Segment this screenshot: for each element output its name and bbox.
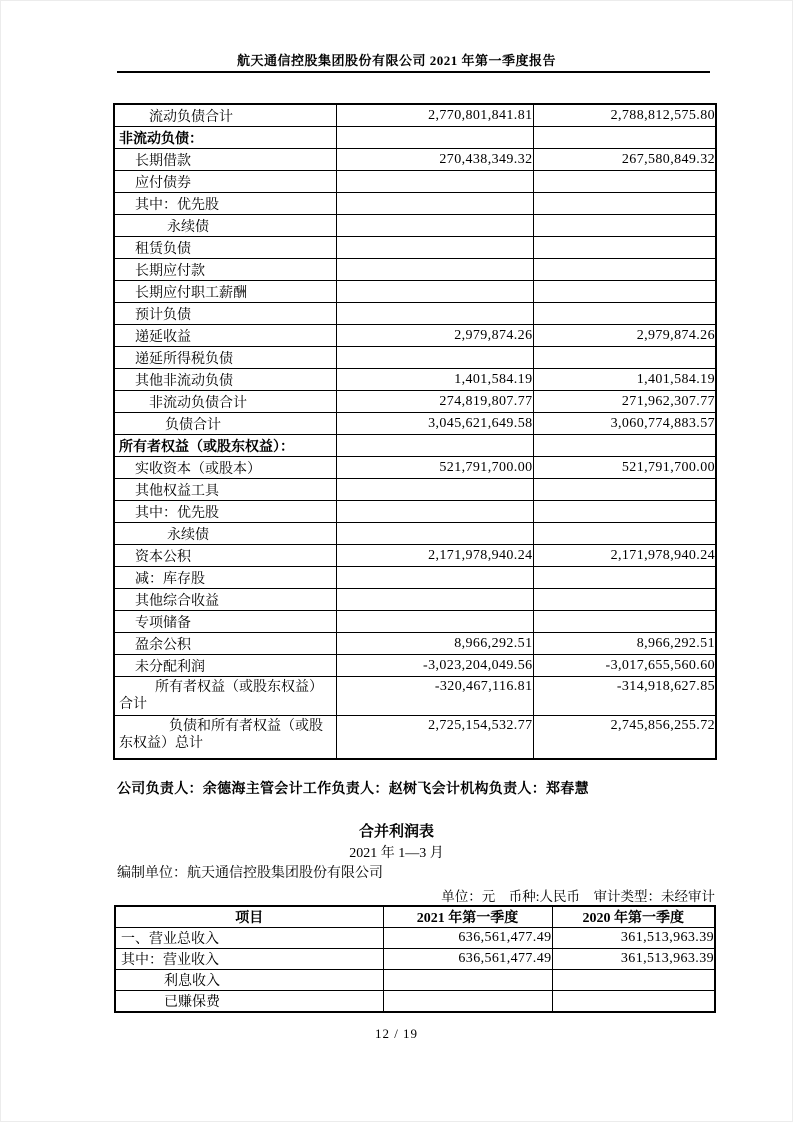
row-label: 一、营业总收入 (115, 928, 383, 949)
value-2021: 1,401,584.19 (336, 369, 533, 391)
row-label: 其他非流动负债 (114, 369, 336, 391)
value-2021: 8,966,292.51 (336, 633, 533, 655)
table-row (114, 479, 716, 501)
income-statement-period: 2021 年 1—3 月 (349, 846, 444, 861)
value-2021 (336, 215, 533, 237)
value-2020 (533, 501, 716, 523)
table-row (114, 677, 716, 716)
value-2020: 1,401,584.19 (533, 369, 716, 391)
value-2021: 2,725,154,532.77 (336, 716, 533, 760)
header-rule (117, 71, 710, 73)
row-label: 长期应付款 (114, 259, 336, 281)
value-2020: -314,918,627.85 (533, 677, 716, 716)
value-2020 (533, 171, 716, 193)
column-header-2020-q1: 2020 年第一季度 (552, 906, 715, 928)
row-label: 未分配利润 (114, 655, 336, 677)
report-header-title: 航天通信控股集团股份有限公司 2021 年第一季度报告 (236, 53, 556, 68)
table-row (115, 949, 715, 970)
row-label: 永续债 (114, 523, 336, 545)
table-row (115, 991, 715, 1013)
table-row (114, 457, 716, 479)
row-label: 所有者权益（或股东权益）合计 (114, 677, 336, 716)
row-label: 其他权益工具 (114, 479, 336, 501)
row-label: 预计负债 (114, 303, 336, 325)
table-row (114, 303, 716, 325)
value-2020 (533, 567, 716, 589)
value-2020: 2,745,856,255.72 (533, 716, 716, 760)
table-row (114, 501, 716, 523)
row-label: 利息收入 (115, 970, 383, 991)
row-label: 实收资本（或股本） (114, 457, 336, 479)
table-row (114, 716, 716, 760)
table-row (114, 149, 716, 171)
value-2021 (383, 970, 552, 991)
value-2021: 3,045,621,649.58 (336, 413, 533, 435)
value-2021 (336, 435, 533, 457)
column-header-2021-q1: 2021 年第一季度 (383, 906, 552, 928)
value-2021 (336, 347, 533, 369)
table-row (114, 589, 716, 611)
row-label: 资本公积 (114, 545, 336, 567)
value-2021 (336, 567, 533, 589)
value-2021 (336, 479, 533, 501)
value-2020: 361,513,963.39 (552, 928, 715, 949)
value-2020 (533, 215, 716, 237)
value-2021 (336, 193, 533, 215)
table-row (114, 523, 716, 545)
value-2021: -320,467,116.81 (336, 677, 533, 716)
value-2021 (336, 303, 533, 325)
signatories-line: 公司负责人：余德海主管会计工作负责人：赵树飞会计机构负责人：郑春慧 (117, 782, 589, 797)
value-2020 (533, 611, 716, 633)
table-row (114, 347, 716, 369)
row-label: 非流动负债： (114, 127, 336, 149)
value-2020 (533, 127, 716, 149)
row-label: 流动负债合计 (114, 104, 336, 127)
value-2020 (533, 259, 716, 281)
row-label: 递延所得税负债 (114, 347, 336, 369)
value-2021: 274,819,807.77 (336, 391, 533, 413)
value-2021: 2,171,978,940.24 (336, 545, 533, 567)
row-label: 专项储备 (114, 611, 336, 633)
table-row (114, 325, 716, 347)
value-2020: 267,580,849.32 (533, 149, 716, 171)
table-row (114, 413, 716, 435)
value-2021 (336, 281, 533, 303)
row-label: 长期借款 (114, 149, 336, 171)
value-2021: 270,438,349.32 (336, 149, 533, 171)
table-row (114, 369, 716, 391)
value-2020: -3,017,655,560.60 (533, 655, 716, 677)
value-2020 (533, 281, 716, 303)
value-2020: 2,979,874.26 (533, 325, 716, 347)
unit-currency-audit-line: 单位：元 币种:人民币 审计类型：未经审计 (441, 889, 715, 904)
value-2021 (336, 589, 533, 611)
value-2021: 636,561,477.49 (383, 949, 552, 970)
table-row (114, 435, 716, 457)
value-2020: 271,962,307.77 (533, 391, 716, 413)
table-row (115, 970, 715, 991)
row-label: 永续债 (114, 215, 336, 237)
table-row (114, 237, 716, 259)
table-row (114, 545, 716, 567)
row-label: 已赚保费 (115, 991, 383, 1013)
value-2021: 521,791,700.00 (336, 457, 533, 479)
row-label: 所有者权益（或股东权益）： (114, 435, 336, 457)
table-row (114, 193, 716, 215)
value-2021 (336, 501, 533, 523)
value-2020: 2,171,978,940.24 (533, 545, 716, 567)
row-label: 其中：优先股 (114, 193, 336, 215)
value-2020 (552, 970, 715, 991)
table-row (114, 281, 716, 303)
value-2020: 521,791,700.00 (533, 457, 716, 479)
value-2021: 2,770,801,841.81 (336, 104, 533, 127)
table-row (114, 215, 716, 237)
value-2020: 8,966,292.51 (533, 633, 716, 655)
value-2020 (533, 347, 716, 369)
value-2021 (336, 611, 533, 633)
income-header-row (115, 906, 715, 928)
row-label: 租赁负债 (114, 237, 336, 259)
row-label: 非流动负债合计 (114, 391, 336, 413)
value-2021 (336, 237, 533, 259)
table-row (114, 567, 716, 589)
column-header-item: 项目 (115, 906, 383, 928)
table-row (114, 127, 716, 149)
table-row (115, 928, 715, 949)
value-2021: 636,561,477.49 (383, 928, 552, 949)
row-label: 其他综合收益 (114, 589, 336, 611)
value-2020 (533, 589, 716, 611)
income-statement-title: 合并利润表 (358, 824, 434, 840)
value-2020 (552, 991, 715, 1013)
value-2020 (533, 193, 716, 215)
balance-sheet-table (113, 103, 717, 760)
row-label: 递延收益 (114, 325, 336, 347)
value-2021: -3,023,204,049.56 (336, 655, 533, 677)
page-number: 12 / 19 (374, 1026, 419, 1041)
value-2020 (533, 479, 716, 501)
table-row (114, 259, 716, 281)
value-2021 (336, 259, 533, 281)
value-2021 (336, 171, 533, 193)
row-label: 负债和所有者权益（或股东权益）总计 (114, 716, 336, 760)
value-2021 (336, 127, 533, 149)
table-row (114, 611, 716, 633)
value-2020 (533, 435, 716, 457)
value-2020: 2,788,812,575.80 (533, 104, 716, 127)
value-2020 (533, 237, 716, 259)
value-2020 (533, 523, 716, 545)
value-2021 (336, 523, 533, 545)
value-2020 (533, 303, 716, 325)
prepared-by-line: 编制单位：航天通信控股集团股份有限公司 (117, 866, 383, 881)
value-2020: 361,513,963.39 (552, 949, 715, 970)
income-statement-table (114, 905, 716, 1013)
row-label: 长期应付职工薪酬 (114, 281, 336, 303)
table-row (114, 391, 716, 413)
value-2020: 3,060,774,883.57 (533, 413, 716, 435)
row-label: 负债合计 (114, 413, 336, 435)
value-2021: 2,979,874.26 (336, 325, 533, 347)
row-label: 应付债券 (114, 171, 336, 193)
table-row (114, 104, 716, 127)
table-row (114, 171, 716, 193)
value-2021 (383, 991, 552, 1013)
row-label: 盈余公积 (114, 633, 336, 655)
row-label: 其中：营业收入 (115, 949, 383, 970)
row-label: 其中：优先股 (114, 501, 336, 523)
row-label: 减：库存股 (114, 567, 336, 589)
table-row (114, 633, 716, 655)
table-row (114, 655, 716, 677)
